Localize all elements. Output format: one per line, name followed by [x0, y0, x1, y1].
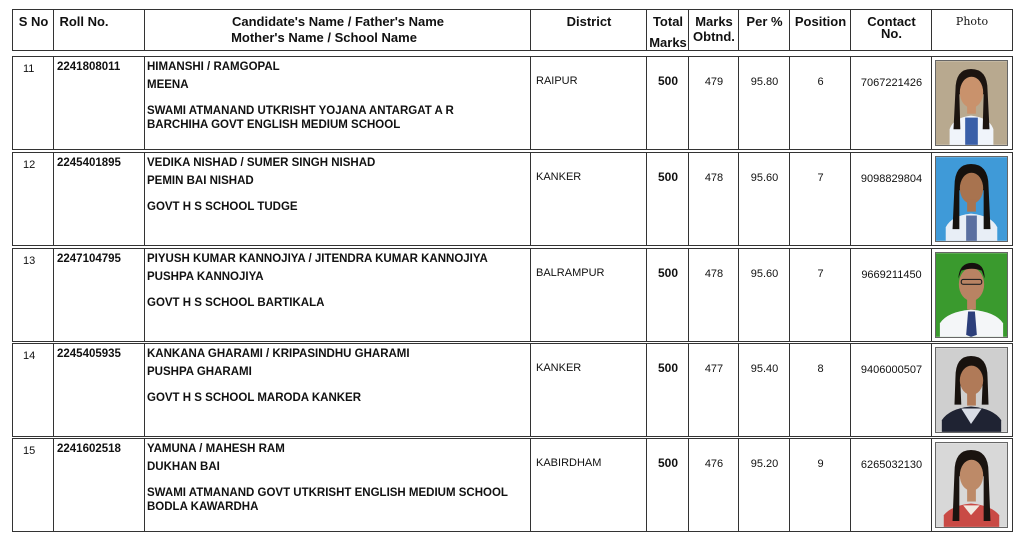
- cell-total: [647, 57, 689, 149]
- contact-number: 9098829804: [860, 173, 923, 185]
- percentage: 95.60: [750, 172, 779, 184]
- marks-obtained: 479: [704, 76, 724, 88]
- face: [960, 77, 983, 108]
- cell-total: [647, 344, 689, 436]
- sno: 15: [23, 445, 36, 457]
- marks-obtained: 478: [704, 172, 724, 184]
- header-total-line1: Total: [652, 14, 684, 29]
- portrait-image: [936, 157, 1007, 241]
- cell-total: [647, 153, 689, 245]
- header-position: Position: [794, 14, 847, 29]
- neck: [967, 104, 976, 114]
- cell-percent: [739, 57, 790, 149]
- cell-district: [531, 57, 647, 149]
- header-photo: Photo: [955, 15, 989, 28]
- table-row: [12, 343, 1013, 437]
- tie: [965, 118, 978, 145]
- portrait-image: [936, 348, 1007, 432]
- marks-obtained: 476: [704, 458, 724, 470]
- marks-obtained: 477: [704, 363, 724, 375]
- header-names-line1: Candidate's Name / Father's Name: [231, 14, 445, 29]
- roll-number: 2245405935: [57, 348, 121, 360]
- contact-number: 6265032130: [860, 459, 923, 471]
- school-name: GOVT H S SCHOOL TUDGE: [147, 201, 298, 213]
- total-marks: 500: [657, 456, 679, 470]
- school-name: GOVT H S SCHOOL MARODA KANKER: [147, 392, 362, 404]
- neck: [967, 200, 976, 212]
- face: [960, 460, 983, 491]
- district: KABIRDHAM: [536, 457, 602, 469]
- sno: 13: [23, 255, 36, 267]
- neck: [967, 488, 976, 502]
- position: 7: [817, 268, 824, 280]
- percentage: 95.40: [750, 363, 779, 375]
- student-photo: [935, 60, 1008, 146]
- total-marks: 500: [657, 74, 679, 88]
- position: 9: [817, 458, 824, 470]
- cell-contact: [851, 344, 932, 436]
- school-name-cont: BARCHIHA GOVT ENGLISH MEDIUM SCHOOL: [147, 119, 401, 131]
- candidate-father-name: YAMUNA / MAHESH RAM: [147, 443, 285, 455]
- header-contact-line2: No.: [881, 26, 902, 41]
- cell-contact: [851, 153, 932, 245]
- face: [960, 366, 983, 395]
- cell-percent: [739, 344, 790, 436]
- percentage: 95.20: [750, 458, 779, 470]
- cell-percent: [739, 153, 790, 245]
- school-name: SWAMI ATMANAND GOVT UTKRISHT ENGLISH MEDIUM SCHOOL: [147, 487, 508, 499]
- school-name: GOVT H S SCHOOL BARTIKALA: [147, 297, 325, 309]
- marks-obtained: 478: [704, 268, 724, 280]
- position: 6: [817, 76, 824, 88]
- cell-district: [531, 439, 647, 531]
- total-marks: 500: [657, 361, 679, 375]
- cell-position: [790, 57, 851, 149]
- student-photo: [935, 252, 1008, 338]
- mother-name: PEMIN BAI NISHAD: [147, 175, 254, 187]
- percentage: 95.60: [750, 268, 779, 280]
- candidate-father-name: HIMANSHI / RAMGOPAL: [147, 61, 280, 73]
- district: RAIPUR: [536, 75, 578, 87]
- roll-number: 2245401895: [57, 157, 121, 169]
- cell-obtained: [689, 344, 739, 436]
- cell-percent: [739, 439, 790, 531]
- roll-number: 2241808011: [57, 61, 121, 73]
- header-obtained-line1: Marks: [695, 14, 733, 29]
- table-row: [12, 56, 1013, 150]
- face: [960, 173, 983, 204]
- school-name-cont: BODLA KAWARDHA: [147, 501, 259, 513]
- student-photo: [935, 156, 1008, 242]
- sno: 14: [23, 350, 36, 362]
- header-names-line2: Mother's Name / School Name: [231, 30, 417, 45]
- student-photo: [935, 442, 1008, 528]
- sno: 12: [23, 159, 36, 171]
- contact-number: 9406000507: [860, 364, 923, 376]
- table-row: [12, 438, 1013, 532]
- neck: [967, 392, 976, 406]
- contact-number: 9669211450: [861, 269, 922, 281]
- cell-district: [531, 249, 647, 341]
- portrait-image: [936, 61, 1007, 145]
- school-name: SWAMI ATMANAND UTKRISHT YOJANA ANTARGAT A R: [147, 105, 454, 117]
- contact-number: 7067221426: [860, 77, 923, 89]
- header-district: District: [566, 14, 612, 29]
- header-percent: Per %: [746, 14, 783, 29]
- table-row: [12, 248, 1013, 342]
- cell-total: [647, 249, 689, 341]
- cell-obtained: [689, 153, 739, 245]
- table-header: [12, 9, 1013, 51]
- mother-name: PUSHPA GHARAMI: [147, 366, 252, 378]
- sno: 11: [23, 63, 35, 75]
- cell-position: [790, 344, 851, 436]
- cell-position: [790, 249, 851, 341]
- cell-district: [531, 153, 647, 245]
- cell-contact: [851, 439, 932, 531]
- cell-percent: [739, 249, 790, 341]
- district: KANKER: [536, 171, 582, 183]
- neck: [967, 298, 976, 310]
- student-photo: [935, 347, 1008, 433]
- mother-name: DUKHAN BAI: [147, 461, 220, 473]
- header-sno: S No: [18, 14, 49, 29]
- header-rollno: Roll No.: [59, 14, 109, 29]
- candidate-father-name: KANKANA GHARAMI / KRIPASINDHU GHARAMI: [147, 348, 410, 360]
- mother-name: MEENA: [147, 79, 189, 91]
- header-obtained-line2: Obtnd.: [693, 29, 735, 44]
- cell-position: [790, 153, 851, 245]
- roll-number: 2241602518: [57, 443, 121, 455]
- header-contact-line1: Contact: [867, 14, 916, 29]
- total-marks: 500: [657, 170, 679, 184]
- mother-name: PUSHPA KANNOJIYA: [147, 271, 264, 283]
- cell-contact: [851, 57, 932, 149]
- table-row: [12, 152, 1013, 246]
- portrait-image: [936, 443, 1007, 527]
- cell-obtained: [689, 249, 739, 341]
- header-total-line2: Marks: [649, 35, 687, 50]
- candidate-father-name: VEDIKA NISHAD / SUMER SINGH NISHAD: [147, 157, 376, 169]
- position: 8: [817, 363, 824, 375]
- position: 7: [817, 172, 824, 184]
- portrait-image: [936, 253, 1007, 337]
- tie: [966, 216, 977, 241]
- district: KANKER: [536, 362, 582, 374]
- cell-position: [790, 439, 851, 531]
- total-marks: 500: [657, 266, 679, 280]
- cell-district: [531, 344, 647, 436]
- candidate-father-name: PIYUSH KUMAR KANNOJIYA / JITENDRA KUMAR KANNOJIYA: [147, 253, 488, 265]
- cell-obtained: [689, 57, 739, 149]
- percentage: 95.80: [750, 76, 779, 88]
- cell-obtained: [689, 439, 739, 531]
- cell-total: [647, 439, 689, 531]
- roll-number: 2247104795: [57, 253, 121, 265]
- district: BALRAMPUR: [536, 267, 605, 279]
- cell-contact: [851, 249, 932, 341]
